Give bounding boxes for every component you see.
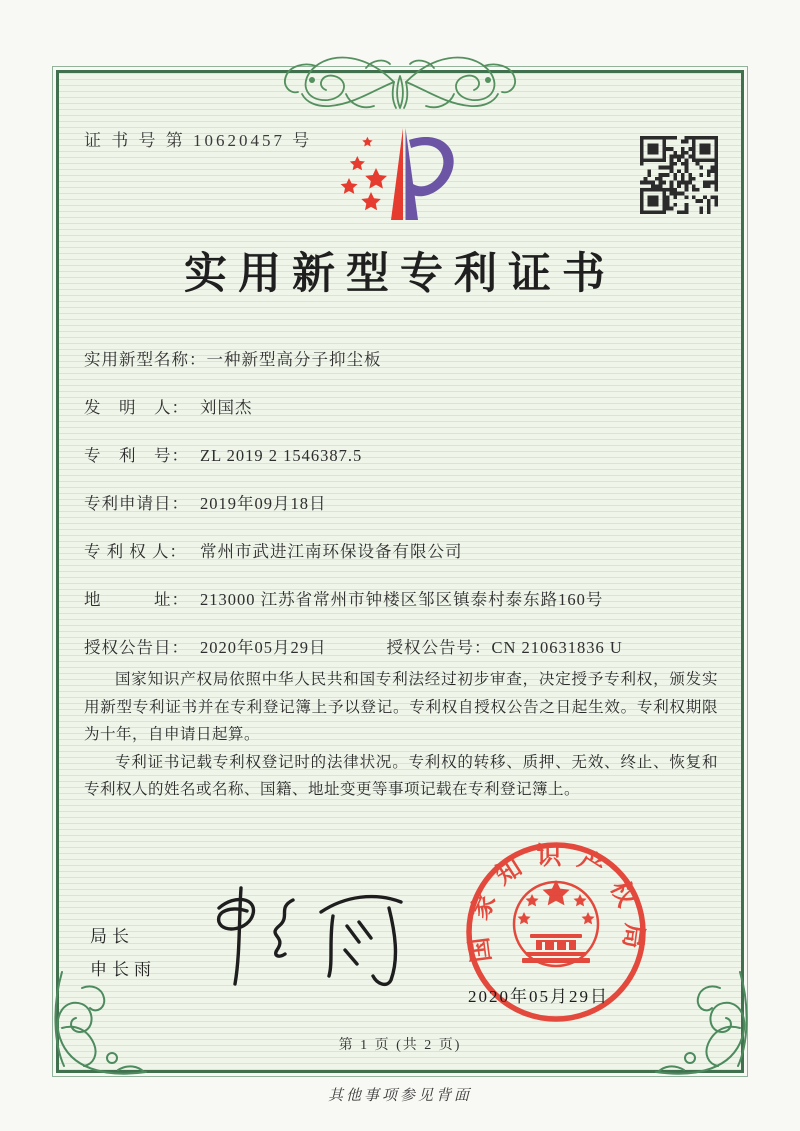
field-value: 刘国杰 [200, 398, 253, 417]
field-row-name [84, 346, 724, 394]
signer-name: 申长雨 [90, 960, 156, 980]
field-value: 213000 江苏省常州市钟楼区邹区镇泰村泰东路160号 [200, 590, 604, 609]
cnipa-logo-icon [333, 120, 473, 248]
field-row-patent-number [84, 442, 724, 490]
field-label: 发 明 人： [84, 398, 189, 417]
field-label: 专 利 权 人： [84, 542, 187, 561]
page-indicator: 第 1 页 (共 2 页) [338, 1038, 462, 1053]
field-row-inventor [84, 394, 724, 442]
certificate-fields [84, 346, 724, 682]
field-row-address [84, 586, 724, 634]
field-label: 授权公告号： [386, 638, 492, 657]
grant-date-group [84, 638, 327, 657]
legal-paragraph-1: 国家知识产权局依照中华人民共和国专利法经过初步审查，决定授予专利权，颁发实用新型专利证书并在专利登记簿上予以登记。专利权自授权公告之日起生效。专利权期限为十年，自申请日起算。 [84, 671, 718, 744]
field-row-filing-date [84, 490, 724, 538]
field-label: 授权公告日： [84, 638, 189, 657]
field-value: 2020年05月29日 [200, 638, 327, 657]
field-value: ZL 2019 2 1546387.5 [200, 446, 363, 465]
certificate-number: 证 书 号 第 10620457 号 [84, 131, 313, 150]
signer-block [90, 920, 156, 986]
legal-paragraph-2: 专利证书记载专利权登记时的法律状况。专利权的转移、质押、无效、终止、恢复和专利权人的姓名或名称、国籍、地址变更等事项记载在专利登记簿上。 [84, 753, 718, 799]
field-label: 实用新型名称： [84, 350, 207, 369]
field-row-patentee [84, 538, 724, 586]
field-label: 地 址： [84, 590, 189, 609]
field-label: 专 利 号： [84, 446, 189, 465]
field-value: 一种新型高分子抑尘板 [206, 350, 382, 369]
seal-date: 2020年05月29日 [468, 987, 609, 1006]
field-value: CN 210631836 U [491, 638, 623, 657]
back-side-note: 其他事项参见背面 [327, 1088, 472, 1104]
handwritten-signature-icon [205, 878, 415, 996]
field-label: 专利申请日： [84, 494, 189, 513]
field-value: 常州市武进江南环保设备有限公司 [200, 542, 463, 561]
grant-number-group [387, 634, 623, 658]
qr-code-icon [640, 136, 718, 214]
signer-title: 局长 [90, 927, 134, 946]
certificate-title: 实用新型专利证书 [184, 251, 616, 298]
legal-text [84, 666, 718, 804]
seal-text: 国家知识产权局 [464, 842, 648, 964]
field-value: 2019年09月18日 [200, 494, 327, 513]
